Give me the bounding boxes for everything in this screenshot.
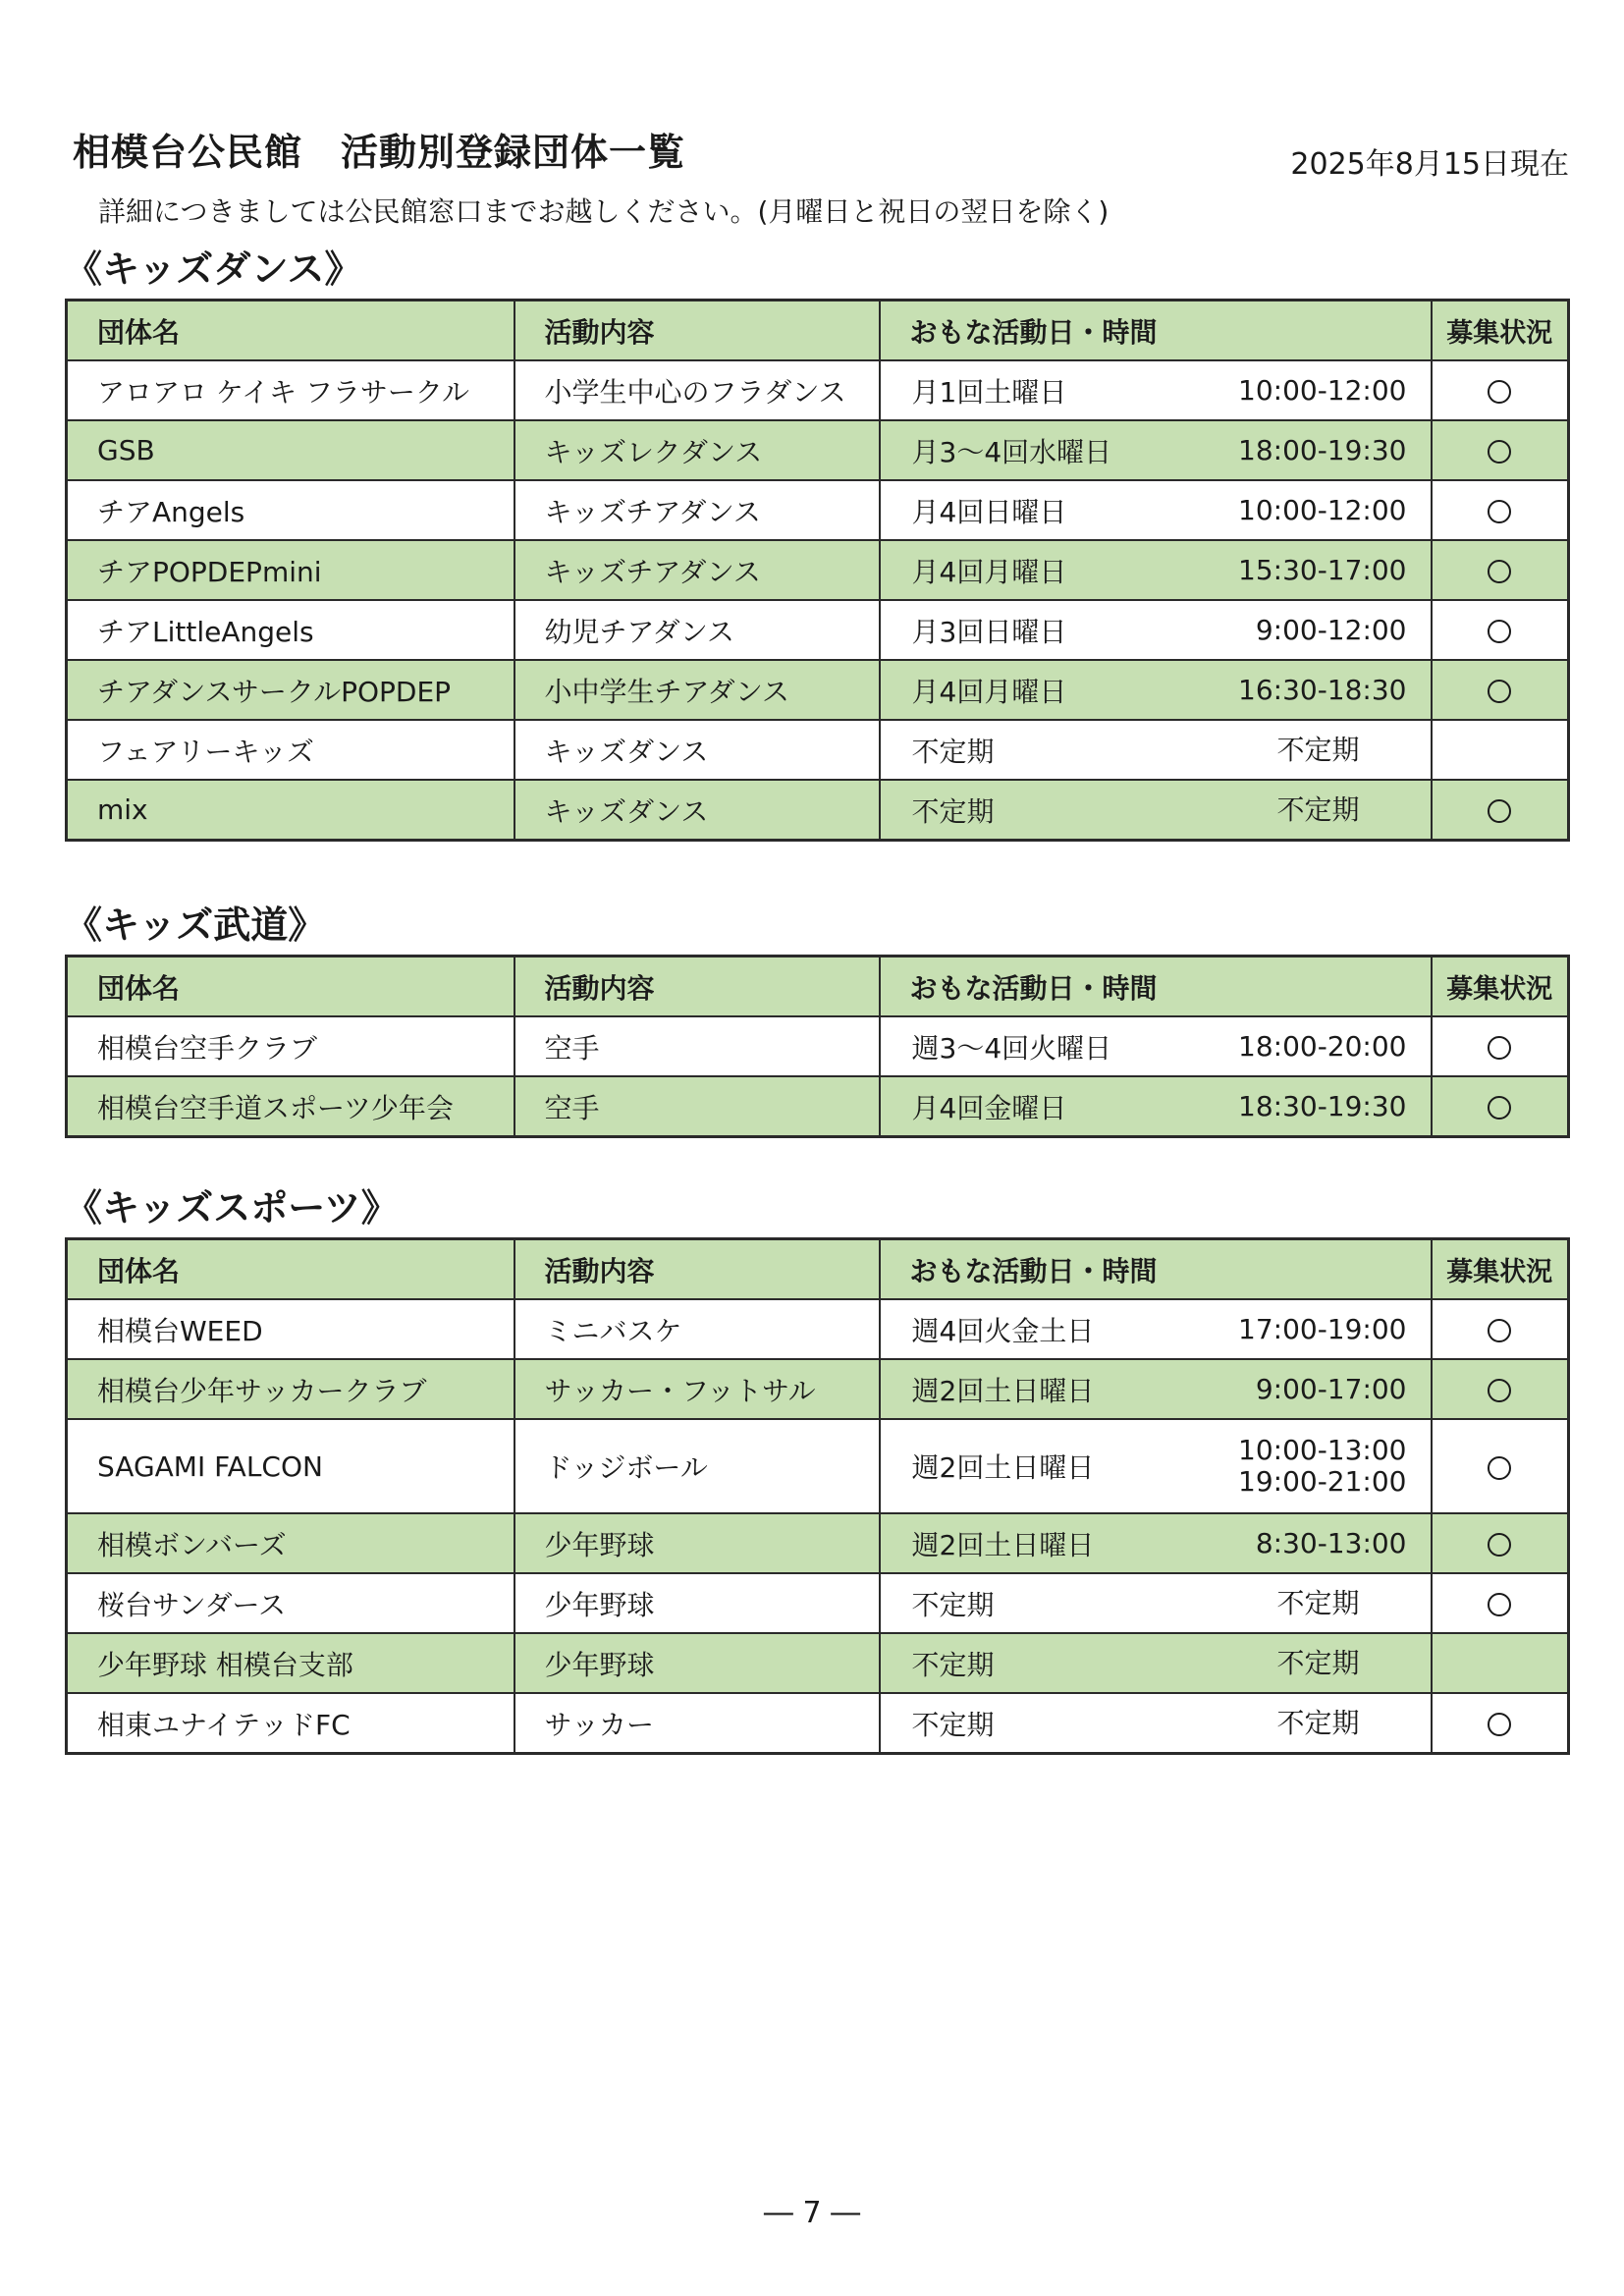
schedule-time-primary: 18:00-19:30 [1238, 433, 1407, 466]
table-row [67, 1633, 1569, 1693]
group-table [65, 1237, 1570, 1755]
schedule-time-primary: 不定期 [1276, 793, 1360, 826]
recruit-status-cell [1432, 660, 1569, 720]
section-kids-sports [65, 1184, 1567, 1755]
activity-cell: 幼児チアダンス [514, 600, 880, 660]
table-row [67, 1016, 1569, 1076]
header-name: 団体名 [67, 301, 514, 361]
activity-cell: キッズダンス [514, 720, 880, 780]
schedule-cell [880, 540, 1432, 600]
schedule-time [1238, 1435, 1407, 1498]
schedule-cell [880, 1573, 1432, 1633]
activity-cell: 少年野球 [514, 1573, 880, 1633]
schedule-cell [880, 600, 1432, 660]
schedule-time [1238, 555, 1407, 586]
schedule-cell [880, 1076, 1432, 1137]
schedule-time [1238, 1091, 1407, 1122]
recruit-status-cell [1432, 1633, 1569, 1693]
open-circle-icon [1488, 380, 1511, 404]
activity-cell: 空手 [514, 1076, 880, 1137]
open-circle-icon [1488, 440, 1511, 464]
schedule-time [1276, 1648, 1359, 1679]
recruit-status-cell [1432, 540, 1569, 600]
activity-cell: サッカー・フットサル [514, 1359, 880, 1419]
recruit-status-cell [1432, 420, 1569, 480]
schedule-days: 月3～4回水曜日 [911, 435, 1112, 468]
recruit-status-cell [1432, 1513, 1569, 1573]
schedule-time [1276, 794, 1359, 826]
header-schedule: おもな活動日・時間 [880, 301, 1432, 361]
schedule-time [1256, 1528, 1407, 1559]
open-circle-icon [1488, 1456, 1511, 1480]
activity-cell: 空手 [514, 1016, 880, 1076]
header-schedule: おもな活動日・時間 [880, 957, 1432, 1017]
schedule-time [1238, 1314, 1407, 1345]
group-name-cell: 相東ユナイテッドFC [67, 1693, 514, 1754]
table-row [67, 720, 1569, 780]
table-row [67, 1513, 1569, 1573]
section-title: 《キッズダンス》 [65, 247, 362, 291]
table-row [67, 1299, 1569, 1359]
recruit-status-cell [1432, 1016, 1569, 1076]
header-status: 募集状況 [1432, 301, 1569, 361]
group-name-cell: mix [67, 780, 514, 841]
section-kids-martial-arts [65, 902, 1567, 1138]
table-row [67, 1359, 1569, 1419]
schedule-time [1238, 675, 1407, 706]
table-row [67, 1573, 1569, 1633]
group-name-cell: 相模ボンバーズ [67, 1513, 514, 1573]
recruit-status-cell [1432, 1693, 1569, 1754]
schedule-time [1256, 1374, 1407, 1405]
schedule-time-primary: 17:00-19:00 [1238, 1312, 1407, 1345]
schedule-days: 月4回月曜日 [911, 555, 1067, 588]
schedule-cell [880, 1419, 1432, 1513]
group-table [65, 299, 1570, 842]
group-name-cell: SAGAMI FALCON [67, 1419, 514, 1513]
schedule-days: 月1回土曜日 [911, 375, 1067, 409]
open-circle-icon [1488, 1593, 1511, 1616]
activity-cell: キッズチアダンス [514, 480, 880, 540]
recruit-status-cell [1432, 480, 1569, 540]
schedule-cell [880, 780, 1432, 841]
table-row [67, 1076, 1569, 1137]
schedule-cell [880, 720, 1432, 780]
schedule-time-primary: 10:00-12:00 [1238, 493, 1407, 526]
group-name-cell: 相模台空手道スポーツ少年会 [67, 1076, 514, 1137]
header-activity: 活動内容 [514, 957, 880, 1017]
activity-cell: 小学生中心のフラダンス [514, 360, 880, 420]
table-row [67, 1693, 1569, 1754]
table-row [67, 780, 1569, 841]
activity-cell: ドッジボール [514, 1419, 880, 1513]
open-circle-icon [1488, 620, 1511, 643]
group-name-cell: フェアリーキッズ [67, 720, 514, 780]
schedule-cell [880, 480, 1432, 540]
schedule-cell [880, 360, 1432, 420]
schedule-days: 月4回月曜日 [911, 675, 1067, 708]
recruit-status-cell [1432, 1359, 1569, 1419]
header-status: 募集状況 [1432, 1239, 1569, 1300]
recruit-status-cell [1432, 1419, 1569, 1513]
page-title: 相模台公民館 活動別登録団体一覧 [73, 131, 686, 174]
open-circle-icon [1488, 680, 1511, 703]
schedule-time-primary: 不定期 [1276, 1646, 1360, 1679]
header-name: 団体名 [67, 957, 514, 1017]
schedule-days: 週2回土日曜日 [911, 1374, 1095, 1407]
schedule-days: 不定期 [911, 1708, 995, 1741]
schedule-days: 不定期 [911, 794, 995, 828]
schedule-days: 不定期 [911, 1588, 995, 1621]
group-name-cell: 桜台サンダース [67, 1573, 514, 1633]
table-row [67, 540, 1569, 600]
schedule-days: 月4回日曜日 [911, 495, 1067, 528]
group-name-cell: チアダンスサークルPOPDEP [67, 660, 514, 720]
schedule-days: 週4回火金土日 [911, 1314, 1095, 1347]
group-name-cell: チアPOPDEPmini [67, 540, 514, 600]
open-circle-icon [1488, 500, 1511, 523]
schedule-time [1276, 1588, 1359, 1619]
group-name-cell: 少年野球 相模台支部 [67, 1633, 514, 1693]
table-row [67, 420, 1569, 480]
activity-cell: キッズチアダンス [514, 540, 880, 600]
schedule-time [1238, 1031, 1407, 1063]
schedule-days: 不定期 [911, 735, 995, 768]
schedule-cell [880, 1633, 1432, 1693]
schedule-days: 月4回金曜日 [911, 1091, 1067, 1124]
schedule-cell [880, 1359, 1432, 1419]
group-name-cell: 相模台空手クラブ [67, 1016, 514, 1076]
schedule-cell [880, 660, 1432, 720]
open-circle-icon [1488, 799, 1511, 823]
activity-cell: 少年野球 [514, 1513, 880, 1573]
table-row [67, 1419, 1569, 1513]
table-header-row [67, 301, 1569, 361]
schedule-cell [880, 1693, 1432, 1754]
open-circle-icon [1488, 1036, 1511, 1060]
schedule-cell [880, 1299, 1432, 1359]
activity-cell: サッカー [514, 1693, 880, 1754]
open-circle-icon [1488, 560, 1511, 583]
activity-cell: キッズダンス [514, 780, 880, 841]
recruit-status-cell [1432, 720, 1569, 780]
header-schedule: おもな活動日・時間 [880, 1239, 1432, 1300]
open-circle-icon [1488, 1319, 1511, 1342]
schedule-time [1238, 495, 1407, 526]
schedule-time-primary: 15:30-17:00 [1238, 553, 1407, 586]
recruit-status-cell [1432, 1299, 1569, 1359]
header-status: 募集状況 [1432, 957, 1569, 1017]
group-name-cell: 相模台WEED [67, 1299, 514, 1359]
activity-cell: 小中学生チアダンス [514, 660, 880, 720]
section-kids-dance [65, 246, 1567, 842]
recruit-status-cell [1432, 780, 1569, 841]
table-header-row [67, 957, 1569, 1017]
open-circle-icon [1488, 1713, 1511, 1736]
group-name-cell: アロアロ ケイキ フラサークル [67, 360, 514, 420]
table-row [67, 660, 1569, 720]
activity-cell: 少年野球 [514, 1633, 880, 1693]
activity-cell: キッズレクダンス [514, 420, 880, 480]
schedule-time [1238, 435, 1407, 466]
group-name-cell: チアLittleAngels [67, 600, 514, 660]
recruit-status-cell [1432, 600, 1569, 660]
schedule-cell [880, 420, 1432, 480]
activity-cell: ミニバスケ [514, 1299, 880, 1359]
schedule-time-primary: 8:30-13:00 [1255, 1526, 1407, 1559]
schedule-time [1276, 735, 1359, 766]
schedule-time-primary: 16:30-18:30 [1238, 673, 1407, 706]
header-name: 団体名 [67, 1239, 514, 1300]
schedule-time [1276, 1708, 1359, 1739]
schedule-cell [880, 1513, 1432, 1573]
schedule-days: 週3～4回火曜日 [911, 1031, 1112, 1065]
recruit-status-cell [1432, 1573, 1569, 1633]
schedule-time-secondary: 19:00-21:00 [1238, 1465, 1407, 1498]
schedule-time-primary: 不定期 [1276, 1586, 1360, 1619]
info-note: 詳細につきましては公民館窓口までお越しください。(月曜日と祝日の翌日を除く) [98, 195, 1110, 228]
table-row [67, 600, 1569, 660]
open-circle-icon [1488, 1533, 1511, 1557]
schedule-time-primary: 10:00-12:00 [1238, 373, 1407, 407]
schedule-days: 月3回日曜日 [911, 615, 1067, 648]
schedule-days: 週2回土日曜日 [911, 1528, 1095, 1561]
header-activity: 活動内容 [514, 1239, 880, 1300]
schedule-time [1256, 615, 1407, 646]
schedule-time-primary: 18:30-19:30 [1238, 1089, 1407, 1122]
schedule-time-primary: 18:00-20:00 [1238, 1029, 1407, 1063]
table-row [67, 360, 1569, 420]
schedule-time-primary: 10:00-13:00 [1238, 1434, 1407, 1466]
recruit-status-cell [1432, 1076, 1569, 1137]
schedule-time [1238, 375, 1407, 407]
header-activity: 活動内容 [514, 301, 880, 361]
section-title: 《キッズ武道》 [65, 903, 326, 947]
schedule-cell [880, 1016, 1432, 1076]
recruit-status-cell [1432, 360, 1569, 420]
table-row [67, 480, 1569, 540]
table-header-row [67, 1239, 1569, 1300]
schedule-time-primary: 9:00-12:00 [1255, 613, 1407, 646]
section-title: 《キッズスポーツ》 [65, 1186, 399, 1230]
schedule-time-primary: 不定期 [1276, 1706, 1360, 1739]
group-name-cell: 相模台少年サッカークラブ [67, 1359, 514, 1419]
schedule-time-primary: 9:00-17:00 [1255, 1372, 1407, 1405]
schedule-time-primary: 不定期 [1276, 733, 1360, 766]
schedule-days: 週2回土日曜日 [911, 1451, 1095, 1484]
group-table [65, 955, 1570, 1138]
as-of-date: 2025年8月15日現在 [1290, 147, 1569, 182]
schedule-days: 不定期 [911, 1648, 995, 1681]
open-circle-icon [1488, 1379, 1511, 1402]
open-circle-icon [1488, 1096, 1511, 1120]
page-number: ― 7 ― [763, 2196, 861, 2230]
group-name-cell: チアAngels [67, 480, 514, 540]
group-name-cell: GSB [67, 420, 514, 480]
